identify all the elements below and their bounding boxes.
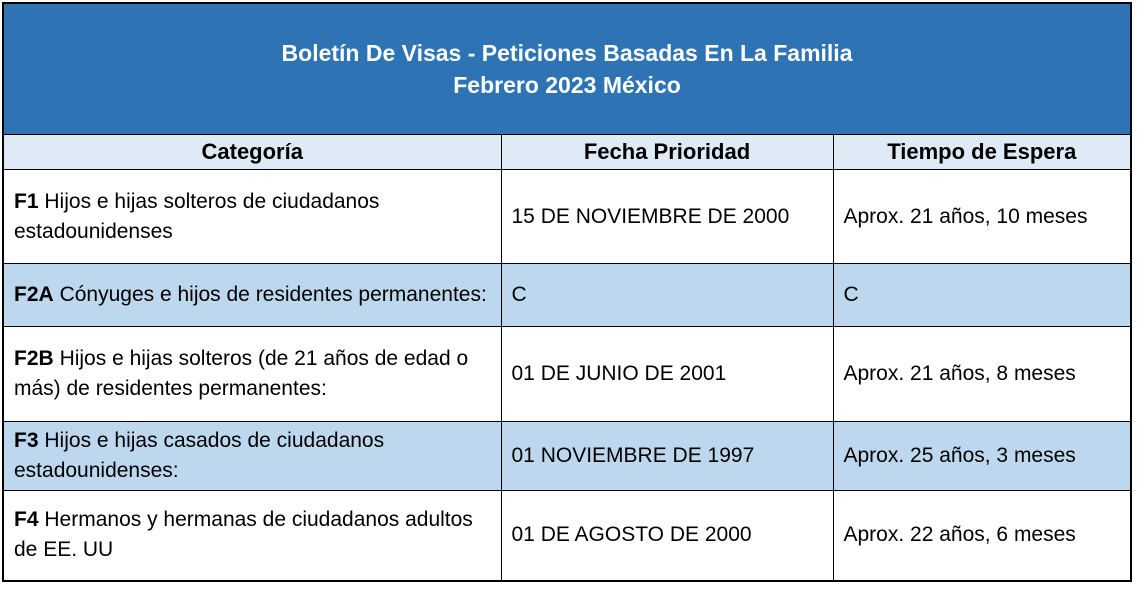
category-cell xyxy=(3,491,501,581)
visa-bulletin-table xyxy=(2,2,1132,582)
category-description: Hermanos y hermanas de ciudadanos adultos de EE. UU xyxy=(14,508,473,562)
category-description: Hijos e hijas casados de ciudadanos estadounidenses: xyxy=(14,429,385,482)
priority-date-cell: 01 DE JUNIO DE 2001 xyxy=(501,327,833,422)
table-row-f3 xyxy=(3,422,1131,491)
category-description: Cónyuges e hijos de residentes permanentes: xyxy=(59,283,487,306)
table-row-f2b xyxy=(3,327,1131,422)
category-code: F2B xyxy=(14,347,54,370)
table-row-f4 xyxy=(3,491,1131,581)
category-code: F3 xyxy=(14,429,39,452)
title-line-1: Boletín De Visas - Peticiones Basadas En La Familia xyxy=(281,40,853,66)
category-description: Hijos e hijas solteros (de 21 años de edad o más) de residentes permanentes: xyxy=(14,347,469,400)
title-row xyxy=(3,3,1131,135)
wait-time-cell: Aprox. 25 años, 3 meses xyxy=(833,422,1131,491)
wait-time-cell: Aprox. 21 años, 10 meses xyxy=(833,170,1131,264)
priority-date-cell: C xyxy=(501,264,833,327)
column-header-categoria: Categoría xyxy=(3,135,501,170)
category-code: F2A xyxy=(14,283,54,306)
category-code: F4 xyxy=(14,508,39,532)
priority-date-cell: 01 NOVIEMBRE DE 1997 xyxy=(501,422,833,491)
title-line-2: Febrero 2023 México xyxy=(453,72,681,98)
priority-date-cell: 15 DE NOVIEMBRE DE 2000 xyxy=(501,170,833,264)
category-cell xyxy=(3,264,501,327)
category-description: Hijos e hijas solteros de ciudadanos estadounidenses xyxy=(14,189,380,243)
category-cell xyxy=(3,170,501,264)
table-title xyxy=(3,3,1131,135)
wait-time-cell: C xyxy=(833,264,1131,327)
category-cell xyxy=(3,422,501,491)
wait-time-cell: Aprox. 21 años, 8 meses xyxy=(833,327,1131,422)
table-row-f1 xyxy=(3,170,1131,264)
priority-date-cell: 01 DE AGOSTO DE 2000 xyxy=(501,491,833,581)
column-header-row xyxy=(3,135,1131,170)
column-header-fecha-prioridad: Fecha Prioridad xyxy=(501,135,833,170)
category-cell xyxy=(3,327,501,422)
wait-time-cell: Aprox. 22 años, 6 meses xyxy=(833,491,1131,581)
table-row-f2a xyxy=(3,264,1131,327)
column-header-tiempo-espera: Tiempo de Espera xyxy=(833,135,1131,170)
category-code: F1 xyxy=(14,189,39,213)
